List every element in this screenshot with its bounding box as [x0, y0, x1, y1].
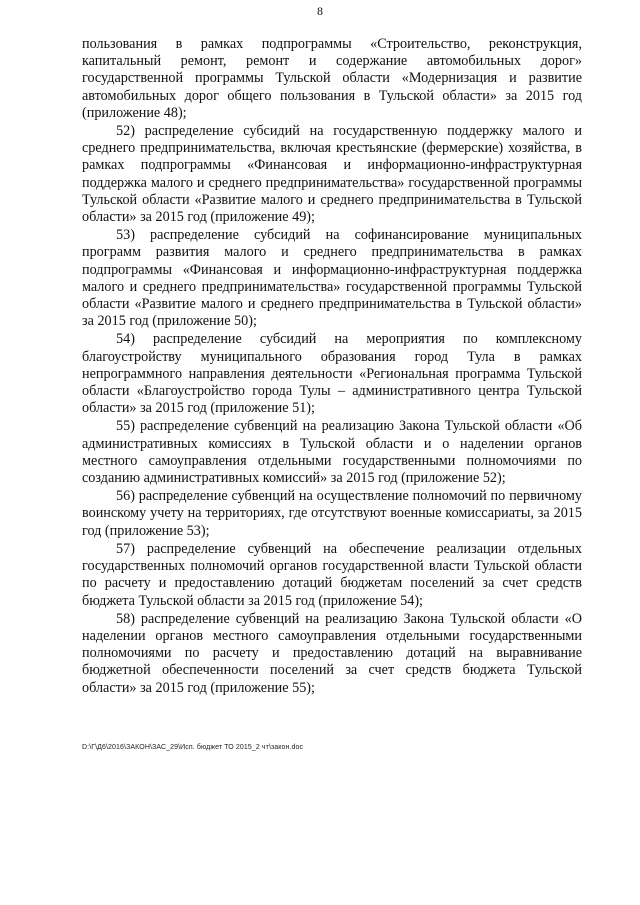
- paragraph-item-52: 52) распределение субсидий на государственную поддержку малого и среднего предпринимательства, включая крестьянские (фермерские) хозяйства, в рамках подпрограммы «Финансовая и информационно-инфраструктурная поддержка малого и среднего предпринимательства» государственной программы Тульской области «Развитие малого и среднего предпринимательства в Тульской области» за 2015 год (приложение 49);: [82, 123, 582, 226]
- paragraph-item-58: 58) распределение субвенций на реализацию Закона Тульской области «О наделении органов местного самоуправления отдельными государственными полномочиями по расчету и предоставлению дотаций на выравнивание бюджетной обеспеченности поселений за счет средств бюджета Тульской области» за 2015 год (приложение 55);: [82, 610, 582, 696]
- paragraph-item-56: 56) распределение субвенций на осуществление полномочий по первичному воинскому учету на территориях, где отсутствуют военные комиссариаты, за 2015 год (приложение 53);: [82, 488, 582, 539]
- paragraph-item-55: 55) распределение субвенций на реализацию Закона Тульской области «Об административных комиссиях в Тульской области и о наделении органов местного самоуправления отдельными государственными полномочиями по созданию административных комиссий» за 2015 год (приложение 52);: [82, 418, 582, 487]
- document-body: [82, 36, 582, 698]
- page-number: 8: [317, 4, 323, 18]
- paragraph-item-54: 54) распределение субсидий на мероприятия по комплексному благоустройству муниципального образования город Тула в рамках непрограммного направления деятельности «Региональная программа Тульской области «Благоустройство города Тулы – административного центра Тульской области» за 2015 год (приложение 51);: [82, 331, 582, 417]
- paragraph-item-57: 57) распределение субвенций на обеспечение реализации отдельных государственных полномочий органов государственной власти Тульской области по расчету и предоставлению дотаций бюджетам поселений за счет средств бюджета Тульской области за 2015 год (приложение 54);: [82, 540, 582, 609]
- paragraph-continuation: пользования в рамках подпрограммы «Строительство, реконструкция, капитальный ремонт, ремонт и содержание автомобильных дорог» государственной программы Тульской области «Модернизация и развитие автомобильных дорог общего пользования в Тульской области» за 2015 год (приложение 48);: [82, 36, 582, 121]
- paragraph-item-53: 53) распределение субсидий на софинансирование муниципальных программ развития малого и среднего предпринимательства в рамках подпрограммы «Финансовая и информационно-инфраструктурная поддержка малого и среднего предпринимательства» государственной программы Тульской области «Развитие малого и среднего предпринимательства в Тульской области» за 2015 год (приложение 50);: [82, 227, 582, 330]
- file-path-footer: D:\Г\Д6\2016\ЗАКОН\ЗАС_29\Исп. бюджет ТО 2015_2 чт\закон.doc: [82, 744, 304, 751]
